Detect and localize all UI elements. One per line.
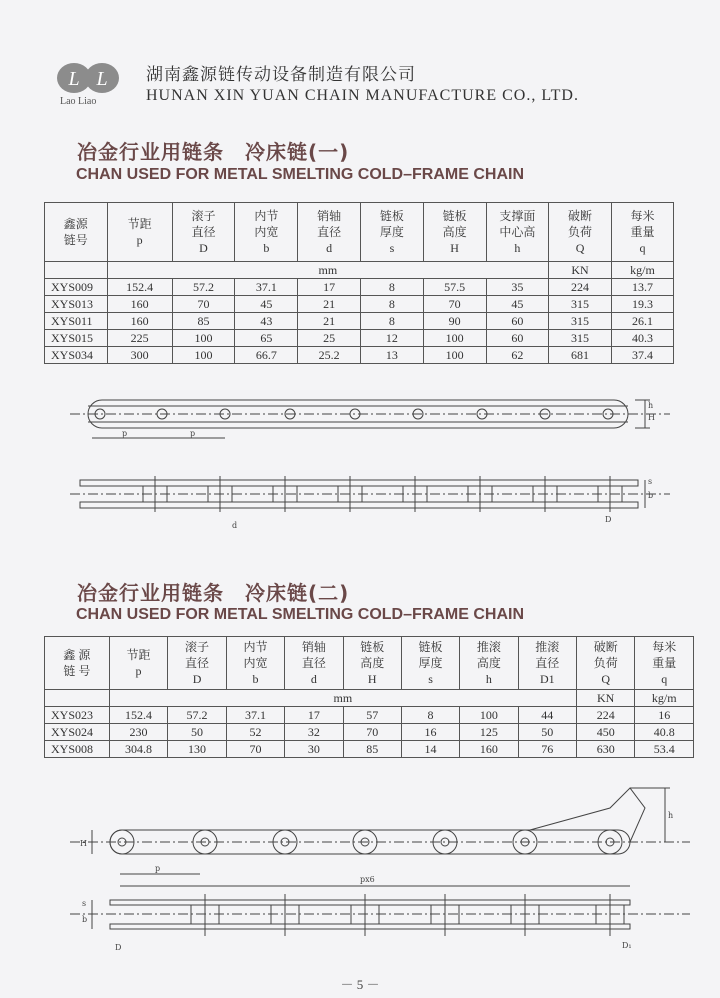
- logo-letter-1: L: [68, 68, 80, 90]
- value-cell: 60: [486, 313, 549, 330]
- label-D: D: [115, 943, 122, 952]
- value-cell: 100: [423, 330, 486, 347]
- section1-title-en: CHAN USED FOR METAL SMELTING COLD–FRAME CHAIN: [76, 166, 524, 183]
- value-cell: 224: [576, 707, 634, 724]
- model-cell: XYS011: [45, 313, 108, 330]
- value-cell: 13.7: [611, 279, 673, 296]
- value-cell: 32: [285, 724, 343, 741]
- value-cell: 100: [460, 707, 518, 724]
- label-H: H: [80, 839, 87, 848]
- header-cell: 鑫源 链号: [45, 203, 108, 262]
- table-row: [45, 296, 674, 313]
- table-row: [45, 707, 694, 724]
- section1-title-cn: 冶金行业用链条 冷床链(一): [77, 140, 350, 164]
- value-cell: 45: [486, 296, 549, 313]
- table-row: [45, 724, 694, 741]
- page-number: － 5 －: [340, 977, 380, 992]
- label-p: p: [155, 864, 161, 873]
- header-cell: 链板 厚度 s: [361, 203, 424, 262]
- label-s: s: [82, 899, 87, 908]
- value-cell: 8: [361, 296, 424, 313]
- section2-title-cn: 冶金行业用链条 冷床链(二): [77, 581, 350, 605]
- label-h: h: [668, 811, 674, 820]
- value-cell: 130: [168, 741, 226, 758]
- value-cell: 44: [518, 707, 576, 724]
- value-cell: 224: [549, 279, 612, 296]
- value-cell: 100: [172, 347, 235, 364]
- value-cell: 26.1: [611, 313, 673, 330]
- value-cell: 100: [423, 347, 486, 364]
- value-cell: 62: [486, 347, 549, 364]
- label-D: D: [605, 515, 612, 524]
- unit-kn: KN: [576, 690, 634, 707]
- label-h: h: [648, 401, 654, 410]
- table-row: [45, 330, 674, 347]
- value-cell: 225: [107, 330, 172, 347]
- label-p: p: [122, 429, 128, 438]
- model-cell: XYS034: [45, 347, 108, 364]
- value-cell: 43: [235, 313, 298, 330]
- unit-mm: mm: [107, 262, 549, 279]
- value-cell: 70: [172, 296, 235, 313]
- model-cell: XYS008: [45, 741, 110, 758]
- value-cell: 125: [460, 724, 518, 741]
- value-cell: 40.3: [611, 330, 673, 347]
- value-cell: 25: [298, 330, 361, 347]
- value-cell: 12: [361, 330, 424, 347]
- value-cell: 152.4: [109, 707, 168, 724]
- chain-side-view-2: [70, 778, 690, 892]
- value-cell: 160: [460, 741, 518, 758]
- spec-table-1: [44, 202, 674, 364]
- header-cell: 销轴 直径 d: [285, 637, 343, 690]
- header-cell: 链板 高度 H: [423, 203, 486, 262]
- value-cell: 17: [285, 707, 343, 724]
- value-cell: 57.5: [423, 279, 486, 296]
- label-b: b: [82, 915, 88, 924]
- label-d: d: [232, 521, 238, 530]
- section2-title-en: CHAN USED FOR METAL SMELTING COLD–FRAME CHAIN: [76, 606, 524, 623]
- unit-mm: mm: [109, 690, 576, 707]
- value-cell: 152.4: [107, 279, 172, 296]
- chain-side-view-1: [70, 386, 670, 450]
- label-s: s: [648, 477, 653, 486]
- value-cell: 450: [576, 724, 634, 741]
- header-cell: 链板 厚度 s: [401, 637, 459, 690]
- header-cell: 支撑面 中心高 h: [486, 203, 549, 262]
- value-cell: 45: [235, 296, 298, 313]
- value-cell: 300: [107, 347, 172, 364]
- label-px6: px6: [360, 875, 375, 884]
- value-cell: 37.1: [226, 707, 284, 724]
- table-body: [45, 707, 694, 758]
- value-cell: 90: [423, 313, 486, 330]
- value-cell: 66.7: [235, 347, 298, 364]
- value-cell: 8: [361, 279, 424, 296]
- header-cell: 销轴 直径 d: [298, 203, 361, 262]
- value-cell: 37.1: [235, 279, 298, 296]
- logo-letter-2: L: [96, 68, 108, 90]
- header-cell: 内节 内宽 b: [235, 203, 298, 262]
- label-H: H: [648, 413, 655, 422]
- header-cell: 每米 重量 q: [611, 203, 673, 262]
- table-row: [45, 279, 674, 296]
- table-row: [45, 347, 674, 364]
- label-p: p: [190, 429, 196, 438]
- value-cell: 21: [298, 313, 361, 330]
- header-cell: 滚子 直径 D: [172, 203, 235, 262]
- value-cell: 160: [107, 296, 172, 313]
- header-cell: 每米 重量 q: [635, 637, 694, 690]
- header-cell: 推滚 高度 h: [460, 637, 518, 690]
- value-cell: 30: [285, 741, 343, 758]
- header-cell: 滚子 直径 D: [168, 637, 226, 690]
- header-cell: 节距 p: [109, 637, 168, 690]
- value-cell: 16: [635, 707, 694, 724]
- header-cell: 鑫 源 链 号: [45, 637, 110, 690]
- value-cell: 16: [401, 724, 459, 741]
- value-cell: 681: [549, 347, 612, 364]
- table-row: [45, 741, 694, 758]
- value-cell: 304.8: [109, 741, 168, 758]
- logo-subtitle: Lao Liao: [60, 96, 97, 107]
- value-cell: 14: [401, 741, 459, 758]
- unit-kgm: kg/m: [611, 262, 673, 279]
- header-cell: 破断 负荷 Q: [549, 203, 612, 262]
- header-cell: 节距 p: [107, 203, 172, 262]
- table-body: [45, 279, 674, 364]
- unit-kgm: kg/m: [635, 690, 694, 707]
- value-cell: 70: [423, 296, 486, 313]
- value-cell: 53.4: [635, 741, 694, 758]
- value-cell: 230: [109, 724, 168, 741]
- value-cell: 13: [361, 347, 424, 364]
- value-cell: 37.4: [611, 347, 673, 364]
- value-cell: 52: [226, 724, 284, 741]
- chain-top-view-2: [70, 884, 690, 963]
- value-cell: 50: [168, 724, 226, 741]
- label-D1: D₁: [622, 941, 632, 950]
- model-cell: XYS013: [45, 296, 108, 313]
- header-cell: 内节 内宽 b: [226, 637, 284, 690]
- value-cell: 57.2: [168, 707, 226, 724]
- value-cell: 315: [549, 313, 612, 330]
- value-cell: 21: [298, 296, 361, 313]
- value-cell: 25.2: [298, 347, 361, 364]
- model-cell: XYS015: [45, 330, 108, 347]
- value-cell: 85: [172, 313, 235, 330]
- header-cell: 破断 负荷 Q: [576, 637, 634, 690]
- company-name-en: HUNAN XIN YUAN CHAIN MANUFACTURE CO., LTD.: [146, 87, 579, 104]
- value-cell: 8: [361, 313, 424, 330]
- label-b: b: [648, 491, 654, 500]
- value-cell: 65: [235, 330, 298, 347]
- value-cell: 315: [549, 296, 612, 313]
- value-cell: 8: [401, 707, 459, 724]
- table-header-row: [45, 637, 694, 690]
- table-header-row: [45, 203, 674, 262]
- header-cell: 推滚 直径 D1: [518, 637, 576, 690]
- value-cell: 35: [486, 279, 549, 296]
- value-cell: 315: [549, 330, 612, 347]
- value-cell: 160: [107, 313, 172, 330]
- company-name-cn: 湖南鑫源链传动设备制造有限公司: [146, 65, 416, 85]
- model-cell: XYS024: [45, 724, 110, 741]
- header-cell: 链板 高度 H: [343, 637, 401, 690]
- unit-kn: KN: [549, 262, 612, 279]
- value-cell: 70: [343, 724, 401, 741]
- value-cell: 19.3: [611, 296, 673, 313]
- chain-top-view-1: [70, 466, 670, 540]
- table-unit-row: [45, 690, 694, 707]
- value-cell: 76: [518, 741, 576, 758]
- table-unit-row: [45, 262, 674, 279]
- model-cell: XYS009: [45, 279, 108, 296]
- value-cell: 17: [298, 279, 361, 296]
- model-cell: XYS023: [45, 707, 110, 724]
- value-cell: 70: [226, 741, 284, 758]
- table-row: [45, 313, 674, 330]
- value-cell: 57.2: [172, 279, 235, 296]
- value-cell: 630: [576, 741, 634, 758]
- value-cell: 100: [172, 330, 235, 347]
- value-cell: 85: [343, 741, 401, 758]
- value-cell: 50: [518, 724, 576, 741]
- value-cell: 40.8: [635, 724, 694, 741]
- value-cell: 57: [343, 707, 401, 724]
- value-cell: 60: [486, 330, 549, 347]
- spec-table-2: [44, 636, 694, 758]
